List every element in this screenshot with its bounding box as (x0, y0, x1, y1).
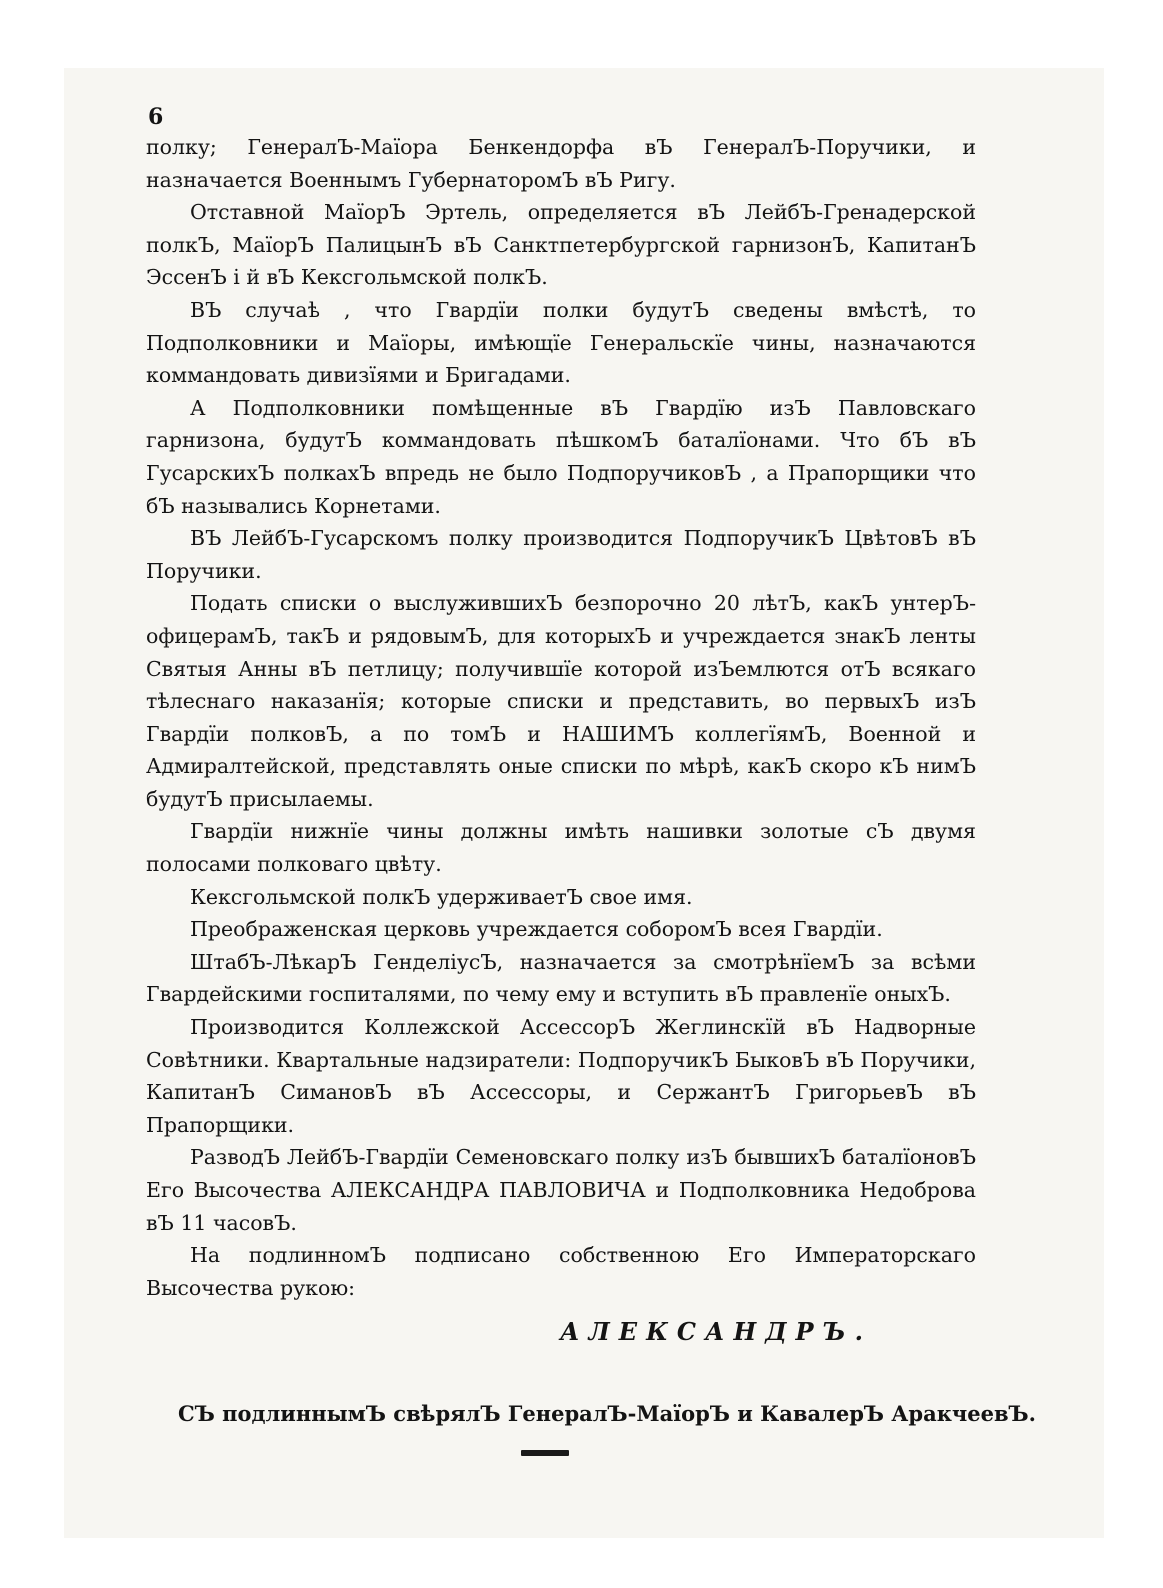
body-text (146, 131, 976, 1304)
paragraph-7: Гвардїи нижнїе чины должны имѣть нашивки золотые сЪ двумя полосами полковаго цвѣту. (146, 819, 976, 877)
paragraph-12: РазводЪ ЛейбЪ-Гвардїи Семеновскаго полку изЪ бывшихЪ баталїоновЪ Его Высочества АЛЕКСАНДРА ПАВЛОВИЧА и Подполковника Недоброва вЪ 11 часовЪ. (146, 1145, 976, 1235)
paragraph-8: Кексгольмской полкЪ удерживаетЪ свое имя. (190, 884, 693, 909)
paragraph-5: ВЪ ЛейбЪ-Гусарскомъ полку производится ПодпоручикЪ ЦвѣтовЪ вЪ Поручики. (146, 526, 976, 583)
signature: АЛЕКСАНДРЪ. (560, 1317, 872, 1346)
paragraph-10: ШтабЪ-ЛѣкарЪ ГенделiусЪ, назначается за смотрѣнїемЪ за всѣми Гвардейскими госпиталями, по чему ему и вступить вЪ правленїе оныхЪ. (146, 949, 976, 1007)
paragraph-3: ВЪ случаѣ , что Гвардїи полки будутЪ сведены вмѣстѣ, то Подполковники и Маїоры, имѣющїе Генеральскїе чины, назначаются коммандовать дивизїями и Бригадами. (146, 297, 976, 388)
paragraph-11: Производится Коллежской АссессорЪ Жеглинскїй вЪ Надворные Совѣтники. Квартальные надзиратели: ПодпоручикЪ БыковЪ вЪ Поручики, КапитанЪ СимановЪ вЪ Ассессоры, и СержантЪ ГригорьевЪ вЪ Прапорщики. (146, 1015, 976, 1137)
paragraph-6: Подать списки о выслужившихЪ безпорочно 20 лѣтЪ, какЪ унтерЪ-офицерамЪ, такЪ и рядовымЪ, для которыхЪ и учреждается знакЪ ленты Святыя Анны вЪ петлицу; получившїе которой изЪемлются отЪ всякаго тѣлеснаго наказанїя; которые списки и представить, во первыхЪ изЪ Гвардїи полковЪ, а по томЪ и НАШИМЪ коллегїямЪ, Военной и Адмиралтейской, представлять оные списки по мѣрѣ, какЪ скоро кЪ нимЪ будутЪ присылаемы. (146, 591, 976, 811)
paragraph-4: А Подполковники помѣщенные вЪ Гвардїю изЪ Павловскаго гарнизона, будутЪ коммандовать пѣшкомЪ баталїонами. Что бЪ вЪ ГусарскихЪ полкахЪ впредь не было ПодпоручиковЪ , а Прапорщики что бЪ назывались Корнетами. (146, 395, 976, 518)
paragraph-1: полку; ГенералЪ-Маїора Бенкендорфа вЪ ГенералЪ-Поручики, и назначается Военнымъ ГубернаторомЪ вЪ Ригу. (146, 135, 976, 192)
paragraph-9: Преображенская церковь учреждается соборомЪ всея Гвардїи. (190, 917, 883, 942)
end-rule-divider (521, 1450, 569, 1456)
paragraph-13: На подлинномЪ подписано собственною Его Императорскаго Высочества рукою: (146, 1243, 976, 1300)
attestation-line: СЪ подлиннымЪ свѣрялЪ ГенералЪ-МаїорЪ и КавалерЪ АракчеевЪ. (178, 1401, 1036, 1426)
paragraph-2: Отставной МаїорЪ Эртель, определяется вЪ ЛейбЪ-Гренадерской полкЪ, МаїорЪ ПалицынЪ вЪ Санктпетербургской гарнизонЪ, КапитанЪ ЭссенЪ і й вЪ Кексгольмской полкЪ. (146, 200, 976, 290)
page-number: 6 (148, 104, 164, 130)
